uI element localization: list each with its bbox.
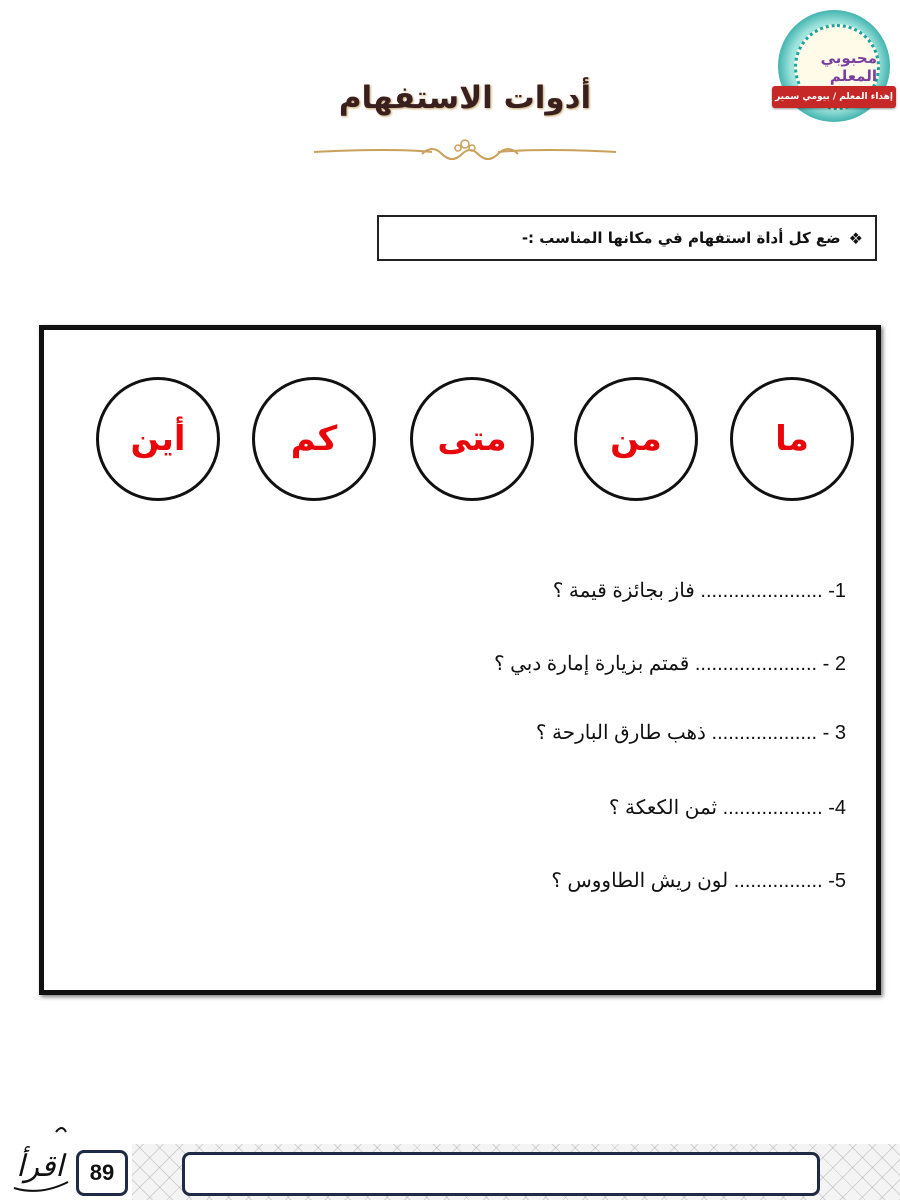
- word-label: كم: [290, 419, 338, 459]
- iqra-calligraphy-logo: [4, 1118, 76, 1198]
- instruction-box: [377, 215, 877, 261]
- word-bubble-mata: [410, 377, 534, 501]
- page-title: أدوات الاستفهام: [338, 80, 592, 116]
- word-bubble-man: [574, 377, 698, 501]
- question-item: 5- ................ لون ريش الطاووس ؟: [551, 870, 846, 892]
- footer-bar: [182, 1152, 820, 1196]
- word-bubble-kam: [252, 377, 376, 501]
- instruction-text: ضع كل أداة استفهام في مكانها المناسب :-: [521, 229, 841, 247]
- badge-logo-text: محبوبي المعلم: [820, 49, 877, 85]
- word-label: أين: [130, 419, 186, 459]
- word-label: متى: [437, 419, 507, 459]
- word-bubble-ayna: [96, 377, 220, 501]
- publisher-badge: [775, 10, 893, 122]
- badge-ribbon: إهداء المعلم / بيومي سمير: [772, 86, 896, 108]
- question-item: 2 - ...................... قمتم بزيارة إمارة دبي ؟: [493, 653, 846, 675]
- page-number: 89: [76, 1150, 128, 1196]
- svg-text:اقرأ: اقرأ: [16, 1149, 64, 1184]
- word-label: ما: [775, 419, 809, 459]
- question-item: 1- ...................... فاز بجائزة قيمة ؟: [552, 580, 846, 602]
- title-ornament-divider: [312, 136, 618, 166]
- diamond-cluster-icon: ❖: [848, 228, 863, 248]
- question-item: 3 - ................... ذهب طارق البارحة ؟: [535, 722, 846, 744]
- word-bubble-ma: [730, 377, 854, 501]
- word-label: من: [610, 419, 662, 459]
- question-item: 4- .................. ثمن الكعكة ؟: [608, 797, 846, 819]
